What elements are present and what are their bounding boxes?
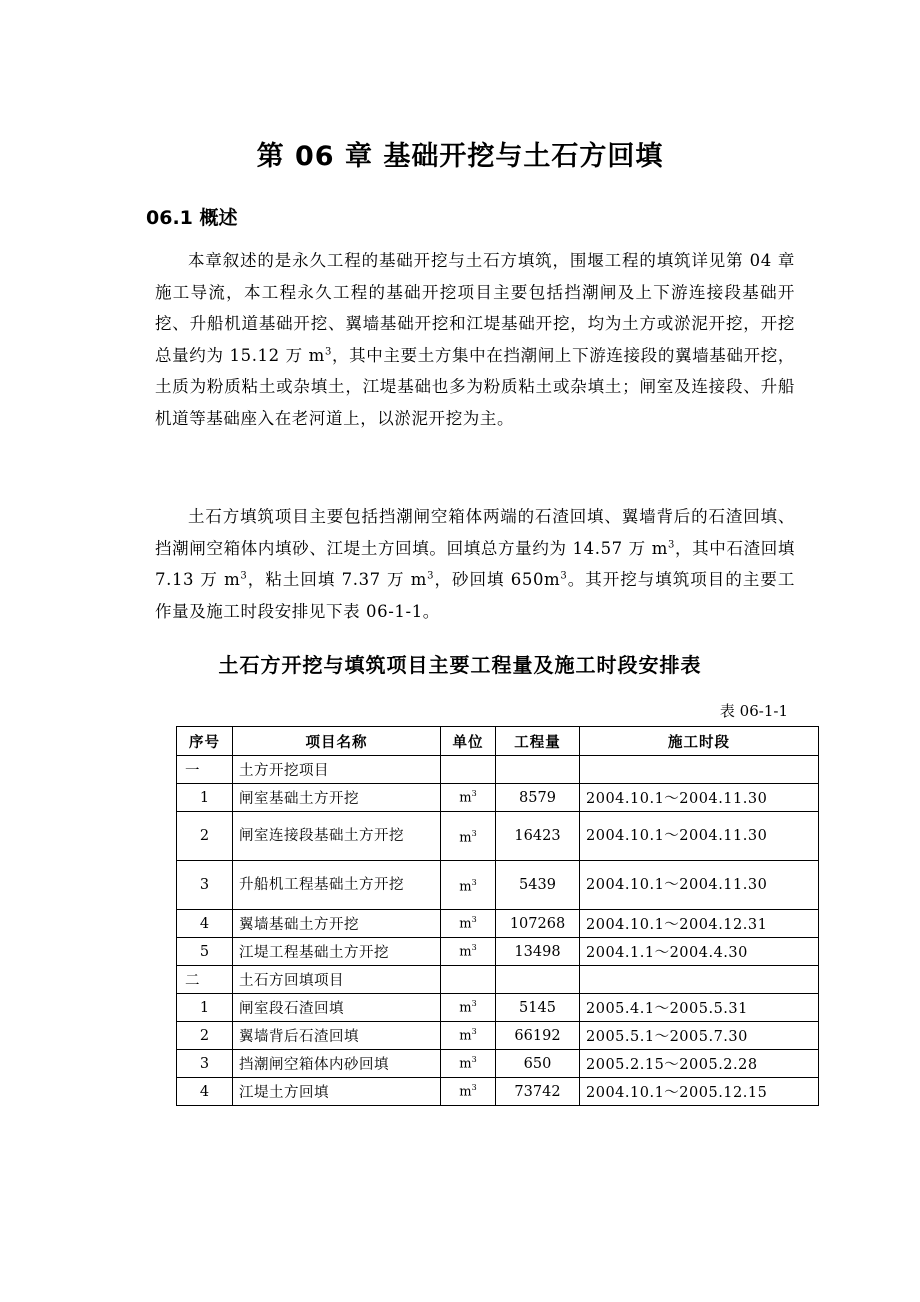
- superscript: 3: [667, 539, 675, 550]
- cell-name: 闸室基础土方开挖: [233, 784, 441, 812]
- header-name: 项目名称: [233, 727, 441, 756]
- unit-base: m: [459, 944, 472, 960]
- cell-quantity: 5439: [496, 861, 580, 910]
- cell-no: 1: [177, 994, 233, 1022]
- table-title: 土石方开挖与填筑项目主要工程量及施工时段安排表: [218, 653, 702, 677]
- cell-no: 2: [177, 812, 233, 861]
- table-header-row: [177, 727, 819, 756]
- unit-base: m: [459, 916, 472, 932]
- superscript: 3: [324, 346, 332, 357]
- cell-unit: [441, 1022, 496, 1050]
- cell-unit: [441, 910, 496, 938]
- cell-quantity: [496, 756, 580, 784]
- cell-quantity: 73742: [496, 1078, 580, 1106]
- cell-period: 2005.4.1～2005.5.31: [580, 994, 819, 1022]
- cell-no: 2: [177, 1022, 233, 1050]
- unit-base: m: [459, 790, 472, 806]
- paragraph-text: 。其开挖与填筑项目的主要工作量及施工时段安排见下表 06-1-1。: [155, 570, 795, 621]
- paragraph-text: ，砂回填 650m: [434, 570, 561, 589]
- cell-period: 2005.5.1～2005.7.30: [580, 1022, 819, 1050]
- cell-period: 2004.10.1～2004.11.30: [580, 861, 819, 910]
- table-row: [177, 784, 819, 812]
- cell-name: 翼墙基础土方开挖: [233, 910, 441, 938]
- cell-quantity: [496, 966, 580, 994]
- cell-unit: [441, 756, 496, 784]
- cell-name: 土方开挖项目: [233, 756, 441, 784]
- table-row: [177, 994, 819, 1022]
- table-row: [177, 812, 819, 861]
- cell-name: 江堤工程基础土方开挖: [233, 938, 441, 966]
- cell-no: 4: [177, 910, 233, 938]
- cell-name: 闸室段石渣回填: [233, 994, 441, 1022]
- cell-unit: [441, 966, 496, 994]
- cell-quantity: 107268: [496, 910, 580, 938]
- cell-name: 翼墙背后石渣回填: [233, 1022, 441, 1050]
- section-heading: 06.1 概述: [146, 207, 238, 229]
- cell-unit: [441, 784, 496, 812]
- unit-superscript: 3: [471, 1083, 477, 1093]
- table-row: [177, 910, 819, 938]
- unit-superscript: 3: [471, 915, 477, 925]
- paragraph-text: 土石方填筑项目主要包括挡潮闸空箱体两端的石渣回填、翼墙背后的石渣回填、挡潮闸空箱体内填砂、江堤土方回填。回填总方量约为 14.57 万 m: [155, 507, 795, 558]
- cell-name: 土石方回填项目: [233, 966, 441, 994]
- cell-period: 2004.10.1～2005.12.15: [580, 1078, 819, 1106]
- cell-unit: [441, 994, 496, 1022]
- unit-superscript: 3: [471, 877, 477, 887]
- unit-base: m: [459, 1028, 472, 1044]
- cell-period: 2004.10.1～2004.12.31: [580, 910, 819, 938]
- cell-period: [580, 966, 819, 994]
- cell-period: [580, 756, 819, 784]
- unit-superscript: 3: [471, 943, 477, 953]
- table-row: [177, 1022, 819, 1050]
- unit-superscript: 3: [471, 1055, 477, 1065]
- cell-name: 挡潮闸空箱体内砂回填: [233, 1050, 441, 1078]
- table-row: [177, 756, 819, 784]
- header-period: 施工时段: [580, 727, 819, 756]
- superscript: 3: [427, 570, 435, 582]
- cell-no: 4: [177, 1078, 233, 1106]
- table-row: [177, 966, 819, 994]
- cell-period: 2004.10.1～2004.11.30: [580, 812, 819, 861]
- unit-superscript: 3: [471, 999, 477, 1009]
- table-number: 表 06-1-1: [719, 702, 788, 720]
- unit-base: m: [459, 830, 472, 846]
- unit-base: m: [459, 1000, 472, 1016]
- table-row: [177, 1078, 819, 1106]
- header-quantity: 工程量: [496, 727, 580, 756]
- cell-no: 1: [177, 784, 233, 812]
- table-row: [177, 938, 819, 966]
- paragraph-text: ，粘土回填 7.37 万 m: [247, 570, 428, 589]
- cell-no: 5: [177, 938, 233, 966]
- superscript: 3: [560, 570, 568, 582]
- paragraph-filling: [155, 501, 795, 627]
- cell-name: 闸室连接段基础土方开挖: [233, 812, 441, 861]
- unit-base: m: [459, 1056, 472, 1072]
- cell-quantity: 16423: [496, 812, 580, 861]
- cell-unit: [441, 812, 496, 861]
- table-row: [177, 861, 819, 910]
- unit-superscript: 3: [471, 828, 477, 838]
- table-row: [177, 1050, 819, 1078]
- unit-superscript: 3: [471, 1027, 477, 1037]
- chapter-title: 第 06 章 基础开挖与土石方回填: [256, 141, 664, 172]
- paragraph-text: ，其中主要土方集中在挡潮闸上下游连接段的翼墙基础开挖，土质为粉质粘土或杂填土，江堤基础也多为粉质粘土或杂填土；闸室及连接段、升船机道等基础座入在老河道上，以淤泥开挖为主。: [155, 345, 795, 428]
- table-body: [177, 756, 819, 1106]
- unit-base: m: [459, 879, 472, 895]
- unit-superscript: 3: [471, 789, 477, 799]
- cell-quantity: 8579: [496, 784, 580, 812]
- cell-no: 3: [177, 861, 233, 910]
- superscript: 3: [240, 570, 248, 582]
- paragraph-text: ，其中石渣回填 7.13 万 m: [155, 538, 795, 589]
- cell-no: 一: [177, 756, 233, 784]
- works-table: [176, 726, 819, 1106]
- header-no: 序号: [177, 727, 233, 756]
- cell-quantity: 650: [496, 1050, 580, 1078]
- cell-unit: [441, 938, 496, 966]
- cell-unit: [441, 861, 496, 910]
- cell-no: 二: [177, 966, 233, 994]
- cell-name: 升船机工程基础土方开挖: [233, 861, 441, 910]
- cell-quantity: 13498: [496, 938, 580, 966]
- cell-period: 2004.10.1～2004.11.30: [580, 784, 819, 812]
- paragraph-text: 本章叙述的是永久工程的基础开挖与土石方填筑，围堰工程的填筑详见第 04 章施工导流，本工程永久工程的基础开挖项目主要包括挡潮闸及上下游连接段基础开挖、升船机道基础开挖、翼墙基础开挖和江堤基础开挖，均为土方或淤泥开挖，开挖总量约为 15.12 万 m: [155, 251, 795, 365]
- unit-base: m: [459, 1084, 472, 1100]
- cell-quantity: 5145: [496, 994, 580, 1022]
- cell-name: 江堤土方回填: [233, 1078, 441, 1106]
- cell-no: 3: [177, 1050, 233, 1078]
- paragraph-excavation: [155, 245, 795, 434]
- cell-quantity: 66192: [496, 1022, 580, 1050]
- header-unit: 单位: [441, 727, 496, 756]
- cell-period: 2005.2.15～2005.2.28: [580, 1050, 819, 1078]
- cell-unit: [441, 1078, 496, 1106]
- cell-period: 2004.1.1～2004.4.30: [580, 938, 819, 966]
- cell-unit: [441, 1050, 496, 1078]
